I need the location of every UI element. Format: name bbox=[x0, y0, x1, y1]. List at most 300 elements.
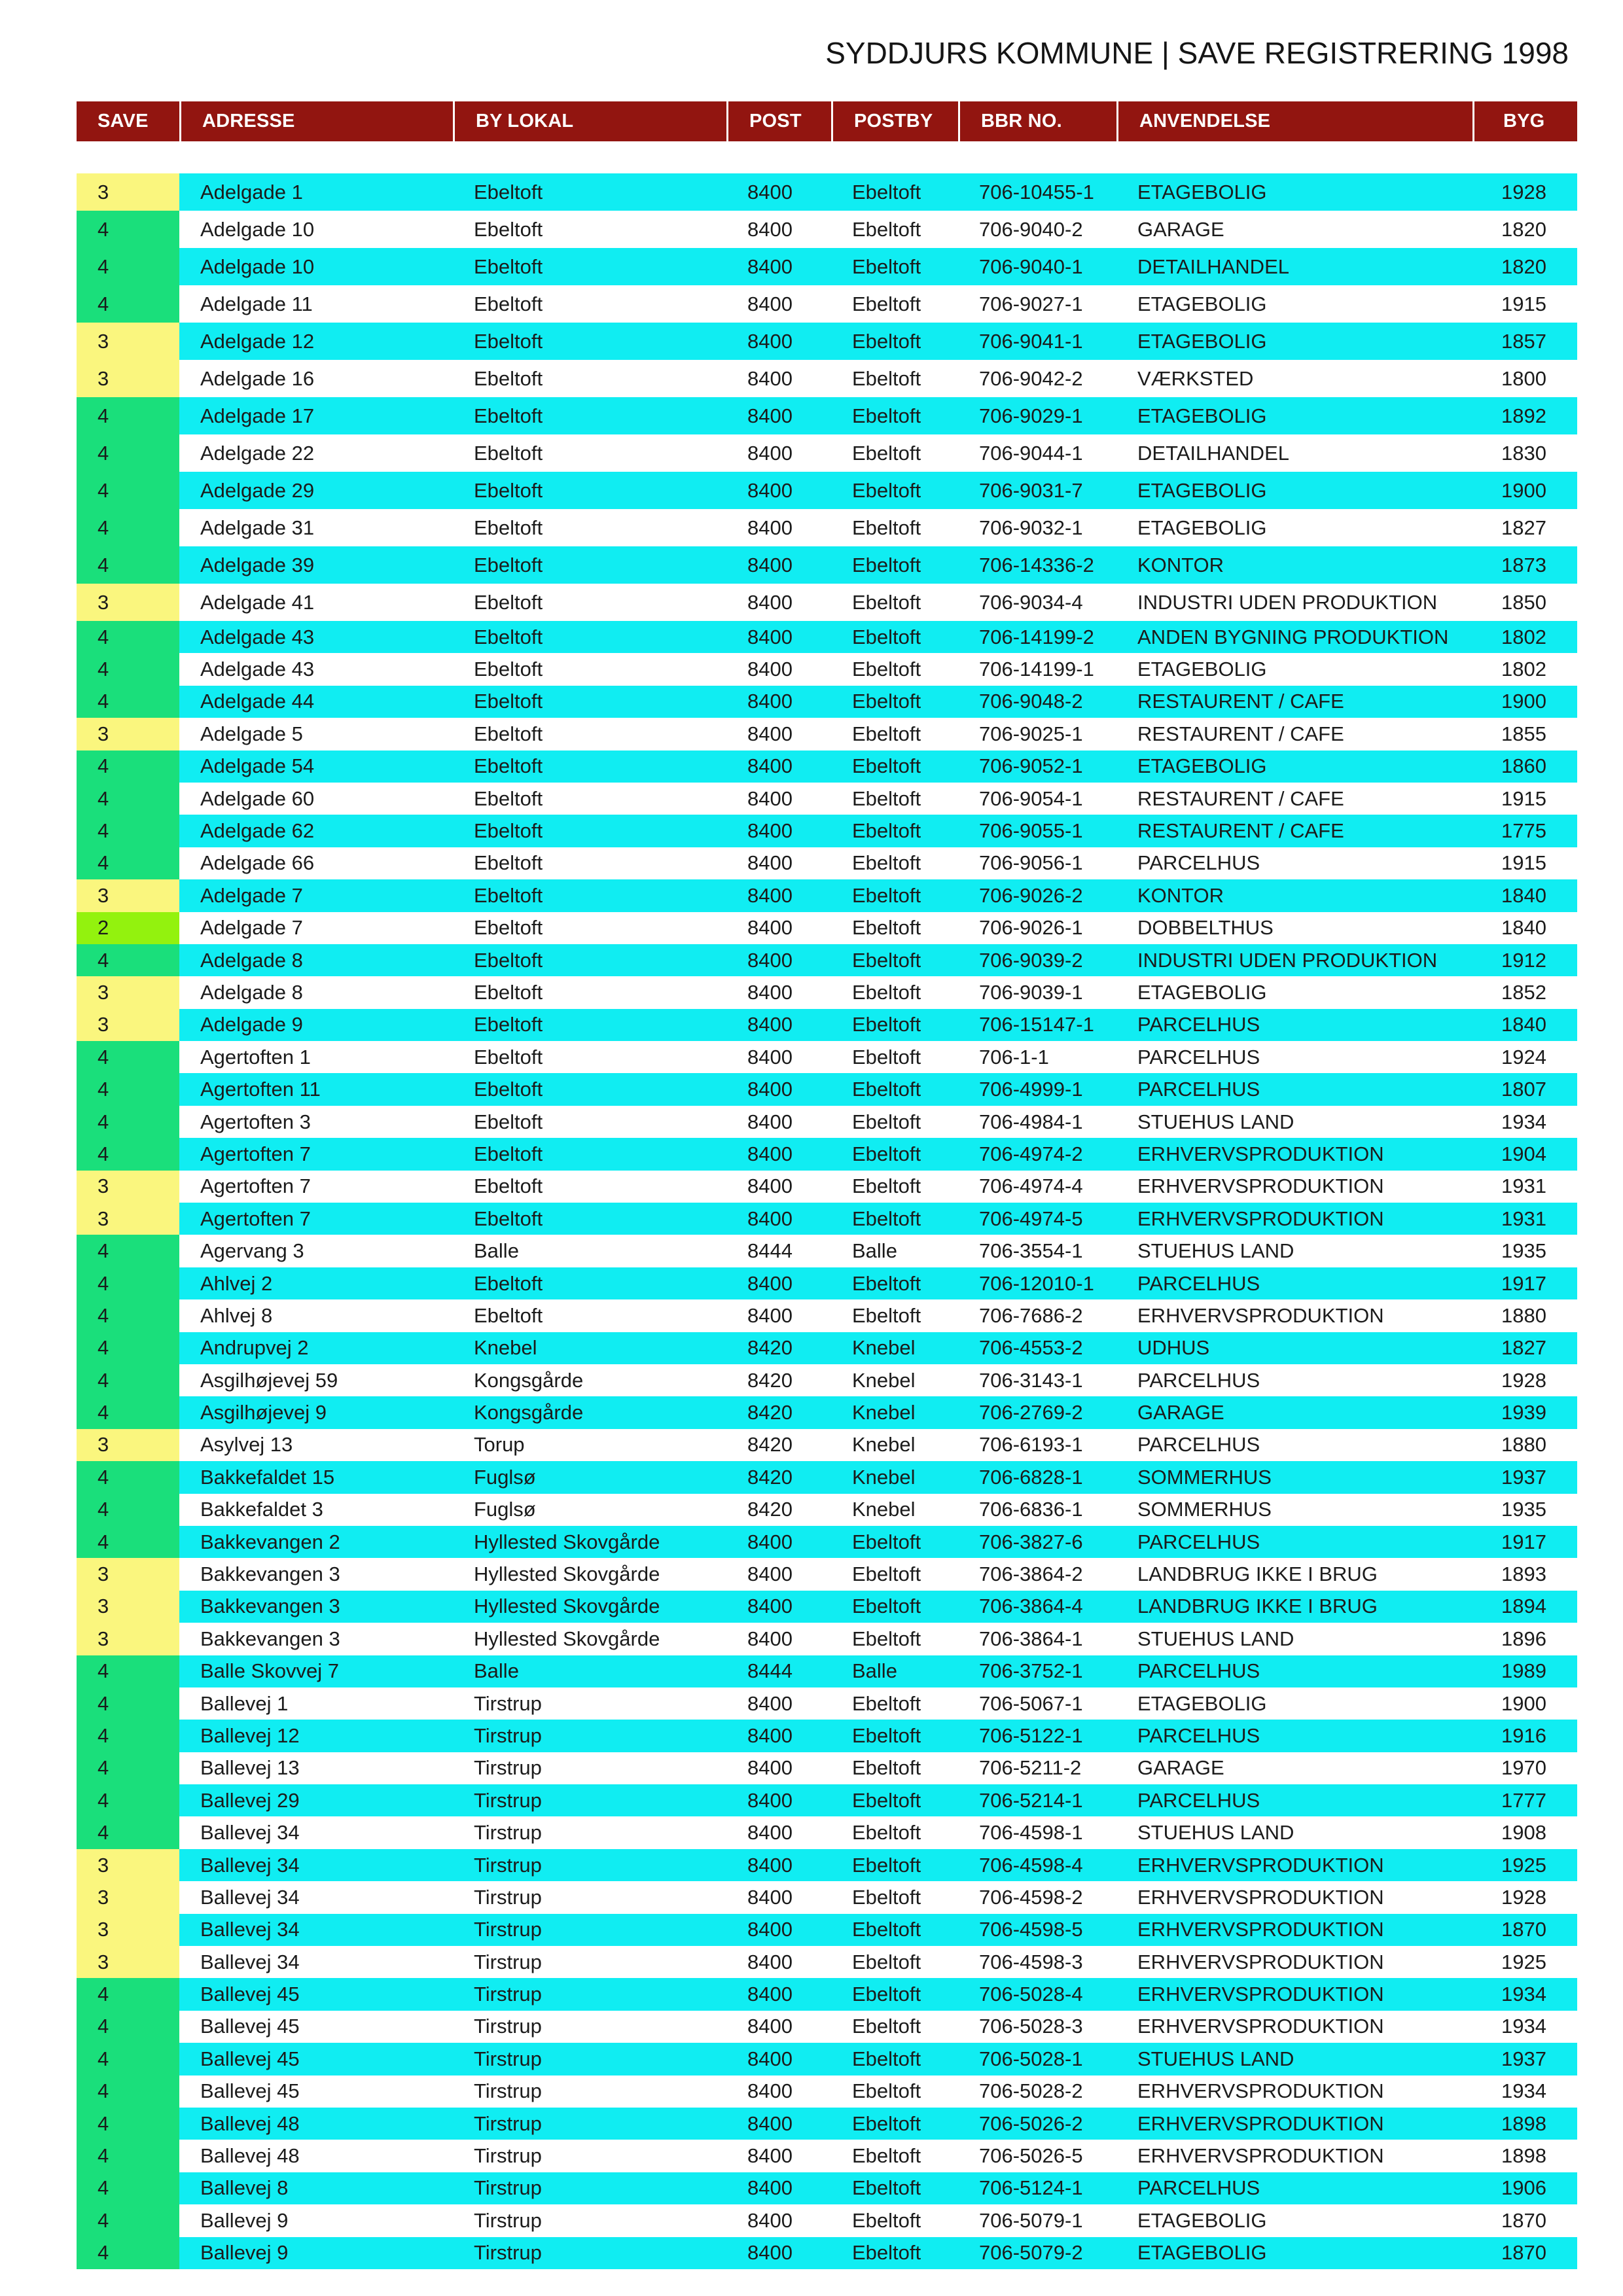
bbr-number-cell: 706-9029-1 bbox=[979, 404, 1083, 427]
build-year-cell: 1840 bbox=[1501, 916, 1546, 940]
bbr-number-cell: 706-5211-2 bbox=[979, 1756, 1082, 1780]
build-year-cell: 1777 bbox=[1501, 1788, 1546, 1812]
postcode-cell: 8400 bbox=[747, 1174, 793, 1198]
postcode-cell: 8400 bbox=[747, 1756, 793, 1780]
address-cell: Balle Skovvej 7 bbox=[200, 1659, 339, 1683]
table-row bbox=[77, 2237, 1577, 2269]
usage-cell: LANDBRUG IKKE I BRUG bbox=[1137, 1563, 1378, 1586]
locality-cell: Hyllested Skovgårde bbox=[474, 1595, 660, 1618]
usage-cell: ETAGEBOLIG bbox=[1137, 329, 1267, 353]
postal-town-cell: Ebeltoft bbox=[852, 1627, 921, 1650]
address-cell: Ballevej 45 bbox=[200, 2015, 300, 2038]
build-year-cell: 1934 bbox=[1501, 1983, 1546, 2006]
postal-town-cell: Ebeltoft bbox=[852, 1303, 921, 1327]
column-header-save: SAVE bbox=[98, 111, 149, 132]
postal-town-cell: Ebeltoft bbox=[852, 217, 921, 241]
save-cell: 4 bbox=[77, 1138, 179, 1170]
postcode-cell: 8400 bbox=[747, 1788, 793, 1812]
build-year-cell: 1873 bbox=[1501, 553, 1546, 576]
postal-town-cell: Knebel bbox=[852, 1336, 916, 1360]
save-cell: 3 bbox=[77, 879, 179, 911]
postcode-cell: 8400 bbox=[747, 1918, 793, 1941]
table-row bbox=[77, 944, 1577, 976]
bbr-number-cell: 706-9025-1 bbox=[979, 722, 1083, 745]
postal-town-cell: Ebeltoft bbox=[852, 292, 921, 315]
build-year-cell: 1807 bbox=[1501, 1078, 1546, 1101]
build-year-cell: 1857 bbox=[1501, 329, 1546, 353]
save-cell: 4 bbox=[77, 285, 179, 323]
postcode-cell: 8420 bbox=[747, 1401, 793, 1424]
postal-town-cell: Ebeltoft bbox=[852, 2176, 921, 2200]
postcode-cell: 8400 bbox=[747, 1595, 793, 1618]
postal-town-cell: Ebeltoft bbox=[852, 2079, 921, 2103]
save-cell: 4 bbox=[77, 2075, 179, 2108]
address-cell: Adelgade 9 bbox=[200, 1013, 303, 1036]
column-header-locality: BY LOKAL bbox=[453, 101, 726, 141]
postal-town-cell: Ebeltoft bbox=[852, 2111, 921, 2135]
postal-town-cell: Ebeltoft bbox=[852, 625, 921, 648]
bbr-number-cell: 706-9039-2 bbox=[979, 948, 1083, 972]
locality-cell: Tirstrup bbox=[474, 2176, 542, 2200]
save-cell: 4 bbox=[77, 1752, 179, 1784]
locality-cell: Fuglsø bbox=[474, 1498, 536, 1521]
build-year-cell: 1870 bbox=[1501, 1918, 1546, 1941]
table-row bbox=[77, 976, 1577, 1008]
table-row bbox=[77, 2075, 1577, 2108]
build-year-cell: 1893 bbox=[1501, 1563, 1546, 1586]
postal-town-cell: Ebeltoft bbox=[852, 329, 921, 353]
table-row bbox=[77, 1461, 1577, 1493]
postal-town-cell: Ebeltoft bbox=[852, 1885, 921, 1909]
postcode-cell: 8400 bbox=[747, 1078, 793, 1101]
bbr-number-cell: 706-9026-1 bbox=[979, 916, 1083, 940]
registration-table bbox=[77, 101, 1577, 2269]
locality-cell: Balle bbox=[474, 1659, 519, 1683]
save-cell: 4 bbox=[77, 2043, 179, 2075]
build-year-cell: 1892 bbox=[1501, 404, 1546, 427]
address-cell: Ballevej 34 bbox=[200, 1918, 300, 1941]
postcode-cell: 8400 bbox=[747, 754, 793, 778]
bbr-number-cell: 706-9031-7 bbox=[979, 478, 1083, 502]
save-cell: 4 bbox=[77, 751, 179, 783]
postal-town-cell: Ebeltoft bbox=[852, 690, 921, 713]
bbr-number-cell: 706-9055-1 bbox=[979, 819, 1083, 843]
usage-cell: PARCELHUS bbox=[1137, 1659, 1260, 1683]
usage-cell: PARCELHUS bbox=[1137, 1078, 1260, 1101]
postal-town-cell: Ebeltoft bbox=[852, 2241, 921, 2265]
build-year-cell: 1925 bbox=[1501, 1853, 1546, 1877]
table-row bbox=[77, 584, 1577, 621]
locality-cell: Ebeltoft bbox=[474, 1078, 543, 1101]
postal-town-cell: Ebeltoft bbox=[852, 1207, 921, 1230]
build-year-cell: 1928 bbox=[1501, 180, 1546, 203]
locality-cell: Ebeltoft bbox=[474, 690, 543, 713]
usage-cell: RESTAURENT / CAFE bbox=[1137, 722, 1344, 745]
table-row bbox=[77, 509, 1577, 546]
bbr-number-cell: 706-3827-6 bbox=[979, 1530, 1083, 1553]
build-year-cell: 1935 bbox=[1501, 1498, 1546, 1521]
save-cell: 3 bbox=[77, 323, 179, 360]
build-year-cell: 1775 bbox=[1501, 819, 1546, 843]
locality-cell: Hyllested Skovgårde bbox=[474, 1627, 660, 1650]
save-cell: 3 bbox=[77, 1914, 179, 1946]
locality-cell: Ebeltoft bbox=[474, 1045, 543, 1069]
table-row bbox=[77, 472, 1577, 509]
locality-cell: Tirstrup bbox=[474, 1885, 542, 1909]
table-row bbox=[77, 751, 1577, 783]
postcode-cell: 8400 bbox=[747, 1983, 793, 2006]
table-row bbox=[77, 2043, 1577, 2075]
postal-town-cell: Knebel bbox=[852, 1498, 916, 1521]
address-cell: Adelgade 10 bbox=[200, 217, 315, 241]
bbr-number-cell: 706-4553-2 bbox=[979, 1336, 1083, 1360]
postcode-cell: 8400 bbox=[747, 217, 793, 241]
table-row bbox=[77, 1655, 1577, 1687]
postcode-cell: 8420 bbox=[747, 1433, 793, 1457]
usage-cell: ETAGEBOLIG bbox=[1137, 180, 1267, 203]
build-year-cell: 1934 bbox=[1501, 2015, 1546, 2038]
build-year-cell: 1989 bbox=[1501, 1659, 1546, 1683]
table-row bbox=[77, 323, 1577, 360]
bbr-number-cell: 706-3143-1 bbox=[979, 1368, 1083, 1392]
bbr-number-cell: 706-5026-5 bbox=[979, 2144, 1083, 2168]
bbr-number-cell: 706-9052-1 bbox=[979, 754, 1083, 778]
usage-cell: SOMMERHUS bbox=[1137, 1498, 1272, 1521]
locality-cell: Tirstrup bbox=[474, 2015, 542, 2038]
postal-town-cell: Ebeltoft bbox=[852, 1950, 921, 1973]
build-year-cell: 1870 bbox=[1501, 2208, 1546, 2232]
usage-cell: ERHVERVSPRODUKTION bbox=[1137, 1303, 1384, 1327]
build-year-cell: 1802 bbox=[1501, 625, 1546, 648]
postal-town-cell: Ebeltoft bbox=[852, 1788, 921, 1812]
build-year-cell: 1915 bbox=[1501, 851, 1546, 875]
bbr-number-cell: 706-9054-1 bbox=[979, 786, 1083, 810]
locality-cell: Ebeltoft bbox=[474, 1303, 543, 1327]
postal-town-cell: Ebeltoft bbox=[852, 722, 921, 745]
postcode-cell: 8400 bbox=[747, 2047, 793, 2070]
bbr-number-cell: 706-6193-1 bbox=[979, 1433, 1083, 1457]
save-cell: 4 bbox=[77, 2237, 179, 2269]
locality-cell: Ebeltoft bbox=[474, 1271, 543, 1295]
save-cell: 4 bbox=[77, 1332, 179, 1364]
save-cell: 4 bbox=[77, 1978, 179, 2010]
locality-cell: Ebeltoft bbox=[474, 786, 543, 810]
table-row bbox=[77, 1299, 1577, 1332]
bbr-number-cell: 706-4999-1 bbox=[979, 1078, 1083, 1101]
bbr-number-cell: 706-14336-2 bbox=[979, 553, 1094, 576]
address-cell: Adelgade 7 bbox=[200, 916, 303, 940]
build-year-cell: 1880 bbox=[1501, 1303, 1546, 1327]
table-row bbox=[77, 1558, 1577, 1590]
bbr-number-cell: 706-1-1 bbox=[979, 1045, 1049, 1069]
table-row bbox=[77, 815, 1577, 847]
bbr-number-cell: 706-5026-2 bbox=[979, 2111, 1083, 2135]
postal-town-cell: Ebeltoft bbox=[852, 2047, 921, 2070]
usage-cell: ETAGEBOLIG bbox=[1137, 2241, 1267, 2265]
bbr-number-cell: 706-5214-1 bbox=[979, 1788, 1083, 1812]
postal-town-cell: Ebeltoft bbox=[852, 1045, 921, 1069]
address-cell: Agertoften 1 bbox=[200, 1045, 311, 1069]
postal-town-cell: Ebeltoft bbox=[852, 1013, 921, 1036]
locality-cell: Tirstrup bbox=[474, 2144, 542, 2168]
column-header-postal-town: POSTBY bbox=[831, 101, 958, 141]
bbr-number-cell: 706-5028-4 bbox=[979, 1983, 1083, 2006]
bbr-number-cell: 706-9042-2 bbox=[979, 366, 1083, 390]
save-cell: 3 bbox=[77, 584, 179, 621]
save-cell: 4 bbox=[77, 2011, 179, 2043]
locality-cell: Tirstrup bbox=[474, 1756, 542, 1780]
bbr-number-cell: 706-9034-4 bbox=[979, 590, 1083, 614]
table-row bbox=[77, 718, 1577, 750]
save-cell: 3 bbox=[77, 1849, 179, 1881]
build-year-cell: 1912 bbox=[1501, 948, 1546, 972]
table-row bbox=[77, 686, 1577, 718]
postcode-cell: 8400 bbox=[747, 1530, 793, 1553]
postal-town-cell: Ebeltoft bbox=[852, 883, 921, 907]
postcode-cell: 8400 bbox=[747, 980, 793, 1004]
bbr-number-cell: 706-3752-1 bbox=[979, 1659, 1083, 1683]
locality-cell: Fuglsø bbox=[474, 1465, 536, 1489]
postcode-cell: 8400 bbox=[747, 883, 793, 907]
address-cell: Adelgade 22 bbox=[200, 441, 315, 465]
table-header bbox=[77, 101, 1577, 141]
build-year-cell: 1900 bbox=[1501, 478, 1546, 502]
usage-cell: INDUSTRI UDEN PRODUKTION bbox=[1137, 948, 1438, 972]
address-cell: Ballevej 12 bbox=[200, 1723, 300, 1747]
postal-town-cell: Ebeltoft bbox=[852, 478, 921, 502]
postcode-cell: 8400 bbox=[747, 851, 793, 875]
address-cell: Adelgade 29 bbox=[200, 478, 315, 502]
postcode-cell: 8400 bbox=[747, 1271, 793, 1295]
build-year-cell: 1840 bbox=[1501, 883, 1546, 907]
locality-cell: Ebeltoft bbox=[474, 1110, 543, 1133]
postcode-cell: 8400 bbox=[747, 1045, 793, 1069]
postcode-cell: 8400 bbox=[747, 329, 793, 353]
bbr-number-cell: 706-4598-2 bbox=[979, 1885, 1083, 1909]
postcode-cell: 8420 bbox=[747, 1368, 793, 1392]
postal-town-cell: Ebeltoft bbox=[852, 1142, 921, 1165]
address-cell: Agertoften 11 bbox=[200, 1078, 321, 1101]
table-row bbox=[77, 434, 1577, 472]
save-cell: 4 bbox=[77, 1364, 179, 1396]
build-year-cell: 1916 bbox=[1501, 1723, 1546, 1747]
table-row bbox=[77, 1364, 1577, 1396]
build-year-cell: 1820 bbox=[1501, 255, 1546, 278]
column-header-address: ADRESSE bbox=[179, 101, 453, 141]
postal-town-cell: Ebeltoft bbox=[852, 1174, 921, 1198]
table-row bbox=[77, 1009, 1577, 1041]
postal-town-cell: Ebeltoft bbox=[852, 441, 921, 465]
table-row bbox=[77, 1752, 1577, 1784]
save-cell: 4 bbox=[77, 686, 179, 718]
postal-town-cell: Knebel bbox=[852, 1401, 916, 1424]
bbr-number-cell: 706-7686-2 bbox=[979, 1303, 1083, 1327]
locality-cell: Balle bbox=[474, 1239, 519, 1263]
postal-town-cell: Ebeltoft bbox=[852, 516, 921, 539]
save-cell: 3 bbox=[77, 1171, 179, 1203]
table-row bbox=[77, 1235, 1577, 1267]
save-cell: 4 bbox=[77, 1655, 179, 1687]
bbr-number-cell: 706-9041-1 bbox=[979, 329, 1083, 353]
table-row bbox=[77, 1946, 1577, 1978]
usage-cell: ERHVERVSPRODUKTION bbox=[1137, 1983, 1384, 2006]
locality-cell: Tirstrup bbox=[474, 1788, 542, 1812]
build-year-cell: 1924 bbox=[1501, 1045, 1546, 1069]
address-cell: Ballevej 9 bbox=[200, 2208, 289, 2232]
table-row bbox=[77, 1526, 1577, 1558]
postcode-cell: 8400 bbox=[747, 819, 793, 843]
build-year-cell: 1827 bbox=[1501, 1336, 1546, 1360]
table-row bbox=[77, 1267, 1577, 1299]
locality-cell: Ebeltoft bbox=[474, 180, 543, 203]
address-cell: Adelgade 41 bbox=[200, 590, 315, 614]
save-cell: 4 bbox=[77, 1526, 179, 1558]
bbr-number-cell: 706-6828-1 bbox=[979, 1465, 1083, 1489]
bbr-number-cell: 706-5028-3 bbox=[979, 2015, 1083, 2038]
save-cell: 3 bbox=[77, 1881, 179, 1913]
build-year-cell: 1855 bbox=[1501, 722, 1546, 745]
address-cell: Bakkevangen 3 bbox=[200, 1563, 340, 1586]
build-year-cell: 1900 bbox=[1501, 1691, 1546, 1715]
build-year-cell: 1917 bbox=[1501, 1530, 1546, 1553]
postal-town-cell: Knebel bbox=[852, 1368, 916, 1392]
locality-cell: Tirstrup bbox=[474, 1918, 542, 1941]
build-year-cell: 1827 bbox=[1501, 516, 1546, 539]
locality-cell: Tirstrup bbox=[474, 1853, 542, 1877]
postcode-cell: 8400 bbox=[747, 2208, 793, 2232]
build-year-cell: 1898 bbox=[1501, 2144, 1546, 2168]
postcode-cell: 8400 bbox=[747, 948, 793, 972]
address-cell: Adelgade 17 bbox=[200, 404, 315, 427]
postcode-cell: 8420 bbox=[747, 1465, 793, 1489]
save-cell: 4 bbox=[77, 621, 179, 653]
table-row bbox=[77, 2011, 1577, 2043]
postal-town-cell: Ebeltoft bbox=[852, 180, 921, 203]
usage-cell: GARAGE bbox=[1137, 1401, 1224, 1424]
table-row bbox=[77, 1106, 1577, 1138]
postcode-cell: 8400 bbox=[747, 441, 793, 465]
postcode-cell: 8400 bbox=[747, 255, 793, 278]
usage-cell: ETAGEBOLIG bbox=[1137, 658, 1267, 681]
address-cell: Ballevej 45 bbox=[200, 2047, 300, 2070]
postcode-cell: 8400 bbox=[747, 1013, 793, 1036]
postcode-cell: 8400 bbox=[747, 2176, 793, 2200]
address-cell: Adelgade 60 bbox=[200, 786, 315, 810]
locality-cell: Torup bbox=[474, 1433, 525, 1457]
table-row bbox=[77, 2172, 1577, 2204]
save-cell: 4 bbox=[77, 2140, 179, 2172]
save-cell: 4 bbox=[77, 434, 179, 472]
bbr-number-cell: 706-6836-1 bbox=[979, 1498, 1083, 1521]
usage-cell: PARCELHUS bbox=[1137, 1433, 1260, 1457]
build-year-cell: 1860 bbox=[1501, 754, 1546, 778]
locality-cell: Ebeltoft bbox=[474, 516, 543, 539]
build-year-cell: 1915 bbox=[1501, 786, 1546, 810]
usage-cell: DOBBELTHUS bbox=[1137, 916, 1274, 940]
locality-cell: Ebeltoft bbox=[474, 366, 543, 390]
bbr-number-cell: 706-5079-2 bbox=[979, 2241, 1083, 2265]
bbr-number-cell: 706-15147-1 bbox=[979, 1013, 1094, 1036]
save-cell: 3 bbox=[77, 1009, 179, 1041]
save-cell: 3 bbox=[77, 718, 179, 750]
address-cell: Adelgade 16 bbox=[200, 366, 315, 390]
usage-cell: ANDEN BYGNING PRODUKTION bbox=[1137, 625, 1449, 648]
postcode-cell: 8400 bbox=[747, 1303, 793, 1327]
table-row bbox=[77, 1332, 1577, 1364]
locality-cell: Ebeltoft bbox=[474, 883, 543, 907]
usage-cell: PARCELHUS bbox=[1137, 1788, 1260, 1812]
table-row bbox=[77, 211, 1577, 248]
save-cell: 4 bbox=[77, 1267, 179, 1299]
postal-town-cell: Ebeltoft bbox=[852, 1821, 921, 1845]
bbr-number-cell: 706-5028-1 bbox=[979, 2047, 1083, 2070]
save-cell: 4 bbox=[77, 1073, 179, 1105]
locality-cell: Ebeltoft bbox=[474, 478, 543, 502]
usage-cell: ERHVERVSPRODUKTION bbox=[1137, 1142, 1384, 1165]
bbr-number-cell: 706-4598-4 bbox=[979, 1853, 1083, 1877]
table-row bbox=[77, 2140, 1577, 2172]
build-year-cell: 1931 bbox=[1501, 1207, 1546, 1230]
postcode-cell: 8400 bbox=[747, 292, 793, 315]
save-cell: 2 bbox=[77, 912, 179, 944]
postcode-cell: 8400 bbox=[747, 2144, 793, 2168]
postal-town-cell: Balle bbox=[852, 1239, 897, 1263]
address-cell: Ballevej 29 bbox=[200, 1788, 300, 1812]
table-row bbox=[77, 546, 1577, 584]
save-cell: 4 bbox=[77, 815, 179, 847]
save-cell: 4 bbox=[77, 2204, 179, 2236]
build-year-cell: 1931 bbox=[1501, 1174, 1546, 1198]
usage-cell: PARCELHUS bbox=[1137, 1045, 1260, 1069]
bbr-number-cell: 706-10455-1 bbox=[979, 180, 1094, 203]
bbr-number-cell: 706-9056-1 bbox=[979, 851, 1083, 875]
postcode-cell: 8400 bbox=[747, 2079, 793, 2103]
postal-town-cell: Ebeltoft bbox=[852, 1271, 921, 1295]
table-row bbox=[77, 248, 1577, 285]
column-header-usage: ANVENDELSE bbox=[1116, 101, 1472, 141]
table-row bbox=[77, 360, 1577, 397]
locality-cell: Tirstrup bbox=[474, 1950, 542, 1973]
address-cell: Adelgade 44 bbox=[200, 690, 315, 713]
usage-cell: ERHVERVSPRODUKTION bbox=[1137, 1853, 1384, 1877]
address-cell: Asgilhøjevej 9 bbox=[200, 1401, 327, 1424]
address-cell: Ballevej 48 bbox=[200, 2144, 300, 2168]
save-cell: 4 bbox=[77, 1720, 179, 1752]
address-cell: Bakkefaldet 3 bbox=[200, 1498, 323, 1521]
postcode-cell: 8400 bbox=[747, 1853, 793, 1877]
postal-town-cell: Ebeltoft bbox=[852, 851, 921, 875]
page-title: SYDDJURS KOMMUNE | SAVE REGISTRERING 1998 bbox=[825, 36, 1569, 70]
locality-cell: Ebeltoft bbox=[474, 1207, 543, 1230]
postcode-cell: 8400 bbox=[747, 180, 793, 203]
locality-cell: Ebeltoft bbox=[474, 722, 543, 745]
postal-town-cell: Knebel bbox=[852, 1465, 916, 1489]
table-row bbox=[77, 1623, 1577, 1655]
build-year-cell: 1908 bbox=[1501, 1821, 1546, 1845]
postal-town-cell: Ebeltoft bbox=[852, 1691, 921, 1715]
locality-cell: Ebeltoft bbox=[474, 329, 543, 353]
save-cell: 4 bbox=[77, 248, 179, 285]
table-row bbox=[77, 1429, 1577, 1461]
build-year-cell: 1904 bbox=[1501, 1142, 1546, 1165]
table-row bbox=[77, 1849, 1577, 1881]
save-cell: 4 bbox=[77, 944, 179, 976]
postcode-cell: 8400 bbox=[747, 658, 793, 681]
usage-cell: ETAGEBOLIG bbox=[1137, 404, 1267, 427]
bbr-number-cell: 706-3554-1 bbox=[979, 1239, 1083, 1263]
address-cell: Adelgade 54 bbox=[200, 754, 315, 778]
bbr-number-cell: 706-14199-1 bbox=[979, 658, 1094, 681]
